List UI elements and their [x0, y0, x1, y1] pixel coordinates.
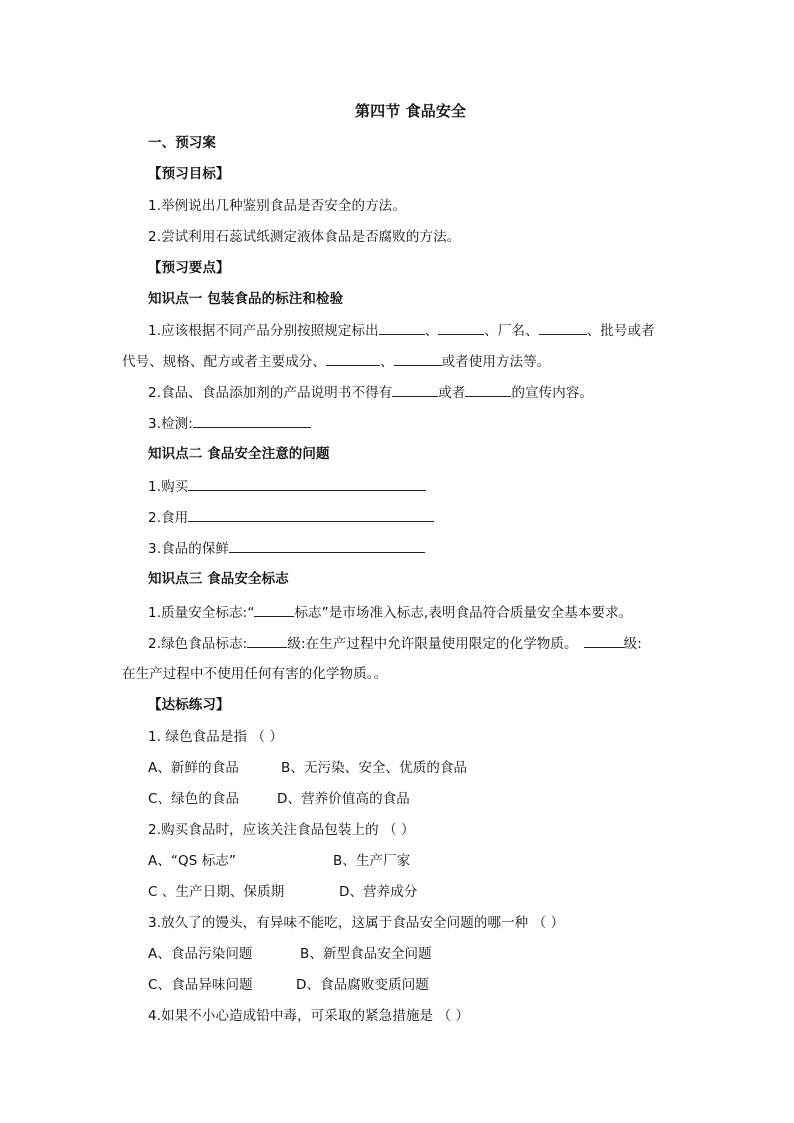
- kp1-item3-text: 3.检测:: [148, 416, 193, 432]
- goal-item: 2.尝试利用石蕊试纸测定液体食品是否腐败的方法。: [148, 229, 461, 245]
- kp1-item1-sep: 、: [424, 323, 439, 339]
- kp1-item1-text: 、批号或者: [586, 323, 655, 339]
- fill-blank[interactable]: [247, 633, 287, 648]
- fill-blank[interactable]: [465, 382, 511, 397]
- question-option[interactable]: C、食品异味问题: [148, 977, 253, 993]
- fill-blank[interactable]: [539, 320, 587, 335]
- kp1-item1-text: 或者使用方法等。: [441, 354, 551, 370]
- question-option[interactable]: D、营养成分: [339, 884, 418, 900]
- question-option[interactable]: D、食品腐败变质问题: [296, 977, 429, 993]
- kp1-item3: [148, 413, 311, 434]
- fill-blank[interactable]: [188, 507, 434, 522]
- points-heading: 【预习要点】: [148, 260, 230, 276]
- kp1-item2-text: 的宣传内容。: [511, 385, 594, 401]
- fill-blank[interactable]: [584, 633, 624, 648]
- kp3-item1-text: 标志”是市场准入标志,表明食品符合质量安全基本要求。: [294, 605, 633, 621]
- fill-blank[interactable]: [438, 320, 484, 335]
- goal-item: 1.举例说出几种鉴别食品是否安全的方法。: [148, 198, 406, 214]
- question-option[interactable]: A、新鲜的食品: [148, 760, 239, 776]
- fill-blank[interactable]: [394, 351, 442, 366]
- kp2-item1: [148, 476, 426, 497]
- kp1-item2: [148, 382, 593, 403]
- kp1-item2-text: 或者: [438, 385, 466, 401]
- kp3-item2-text: 级:: [623, 636, 642, 652]
- kp1-item1-text: 1.应该根据不同产品分别按照规定标出: [148, 323, 379, 339]
- question-option[interactable]: B、新型食品安全问题: [300, 946, 432, 962]
- kp2-item2-text: 2.食用: [148, 510, 189, 526]
- kp3-heading: 知识点三 食品安全标志: [148, 571, 289, 587]
- kp3-item1: [148, 602, 632, 623]
- question-stem: 3.放久了的馒头，有异味不能吃，这属于食品安全问题的哪一种 （ ）: [148, 915, 565, 931]
- question-option[interactable]: B、无污染、安全、优质的食品: [281, 760, 468, 776]
- kp2-item1-text: 1.购买: [148, 479, 189, 495]
- goals-heading: 【预习目标】: [148, 166, 230, 182]
- kp1-item1-line2: [122, 351, 550, 372]
- question-option[interactable]: A、食品污染问题: [148, 946, 253, 962]
- section-preview: 一、预习案: [148, 135, 216, 151]
- question-stem: 2.购买食品时，应该关注食品包装上的 （ ）: [148, 822, 415, 838]
- fill-blank[interactable]: [254, 602, 294, 617]
- kp3-item2-line2: 在生产过程中不使用任何有害的化学物质。。: [122, 666, 388, 682]
- kp1-item1-sep: 、: [380, 354, 394, 370]
- page-title: 第四节 食品安全: [355, 102, 467, 120]
- question-option[interactable]: C、绿色的食品: [148, 791, 240, 807]
- fill-blank[interactable]: [392, 382, 438, 397]
- question-option[interactable]: C 、生产日期、保质期: [148, 884, 285, 900]
- question-option[interactable]: B、生产厂家: [333, 853, 411, 869]
- fill-blank[interactable]: [379, 320, 425, 335]
- kp3-item2-text: 2.绿色食品标志:: [148, 636, 248, 652]
- kp1-heading: 知识点一 包装食品的标注和检验: [148, 291, 344, 307]
- kp2-item3-text: 3.食品的保鲜: [148, 541, 230, 557]
- question-stem: 1. 绿色食品是指 （ ）: [148, 729, 284, 745]
- kp3-item2: [148, 633, 642, 654]
- kp2-heading: 知识点二 食品安全注意的问题: [148, 446, 330, 462]
- kp1-item1: [148, 320, 655, 341]
- question-stem: 4.如果不小心造成铅中毒，可采取的紧急措施是 （ ）: [148, 1008, 470, 1024]
- kp3-item2-text: 级:在生产过程中允许限量使用限定的化学物质。: [287, 636, 578, 652]
- kp1-item1-text: 、厂名、: [484, 323, 539, 339]
- fill-blank[interactable]: [188, 476, 426, 491]
- kp1-item1-text: 代号、规格、配方或者主要成分、: [122, 354, 326, 370]
- kp3-item1-text: 1.质量安全标志:“: [148, 605, 255, 621]
- question-option[interactable]: D、营养价值高的食品: [277, 791, 410, 807]
- practice-heading: 【达标练习】: [148, 697, 230, 713]
- question-option[interactable]: A、“QS 标志”: [148, 853, 237, 869]
- fill-blank[interactable]: [193, 413, 311, 428]
- kp2-item3: [148, 538, 425, 559]
- kp1-item2-text: 2.食品、食品添加剂的产品说明书不得有: [148, 385, 393, 401]
- fill-blank[interactable]: [326, 351, 380, 366]
- fill-blank[interactable]: [229, 538, 425, 553]
- kp2-item2: [148, 507, 434, 528]
